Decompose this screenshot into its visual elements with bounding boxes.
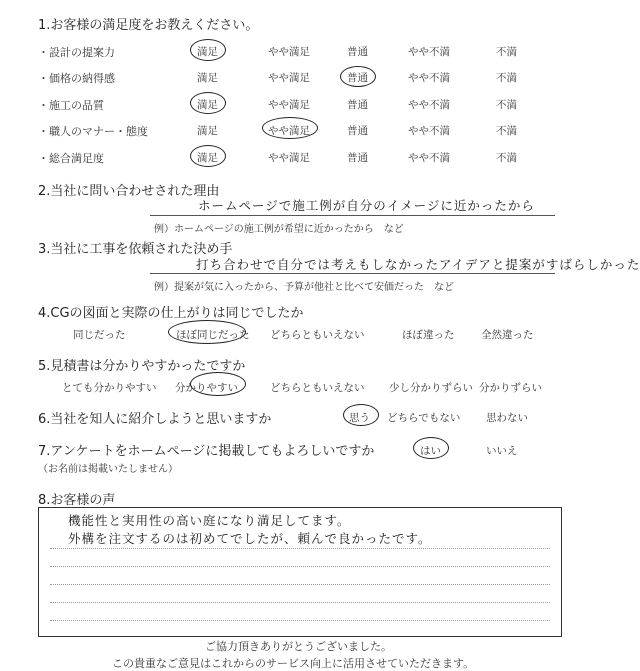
q6-title: 6.当社を知人に紹介しようと思いますか xyxy=(38,412,272,427)
q8-handwritten-line-2: 外構を注文するのは初めてでしたが、頼んで良かったです。 xyxy=(68,531,432,546)
selection-circle xyxy=(343,404,379,426)
q8-title: 8.お客様の声 xyxy=(38,493,116,508)
q1-r1-opt-yaya-manzoku[interactable]: やや満足 xyxy=(268,46,310,58)
selection-circle xyxy=(190,92,226,114)
q5-opt-sukoshi[interactable]: 少し分かりずらい xyxy=(389,382,473,394)
q1-r2-opt-futsu[interactable]: 普通 xyxy=(347,72,368,84)
selection-circle xyxy=(413,437,449,459)
q4-title: 4.CGの図面と実際の仕上がりは同じでしたか xyxy=(38,306,304,321)
q1-r1-opt-fuman[interactable]: 不満 xyxy=(496,46,517,58)
q7-opt-iie[interactable]: いいえ xyxy=(486,445,518,457)
q4-opt-hobo-chigatta[interactable]: ほぼ違った xyxy=(402,329,455,341)
q6-opt-omou[interactable]: 思う xyxy=(349,412,370,424)
footer-note: この貴重なご意見はこれからのサービス向上に活用させていただきます。 xyxy=(112,657,475,670)
q1-r3-opt-yaya-manzoku[interactable]: やや満足 xyxy=(268,99,310,111)
q6-opt-omowanai[interactable]: 思わない xyxy=(486,412,528,424)
q1-item-quality: ・施工の品質 xyxy=(38,99,104,112)
ruled-line xyxy=(50,602,550,603)
q1-r5-opt-yaya-manzoku[interactable]: やや満足 xyxy=(268,152,310,164)
q1-r1-opt-futsu[interactable]: 普通 xyxy=(347,46,368,58)
q1-r4-opt-fuman[interactable]: 不満 xyxy=(496,125,517,137)
q1-r4-opt-manzoku[interactable]: 満足 xyxy=(197,125,218,137)
footer-thanks: ご協力頂きありがとうございました。 xyxy=(205,640,392,653)
q4-opt-hobo-onaji[interactable]: ほぼ同じだった xyxy=(176,329,250,341)
q1-r2-opt-yaya-manzoku[interactable]: やや満足 xyxy=(268,72,310,84)
q2-title: 2.当社に問い合わせされた理由 xyxy=(38,184,220,199)
q1-r4-opt-yaya-fuman[interactable]: やや不満 xyxy=(408,125,450,137)
q4-opt-zenzen[interactable]: 全然違った xyxy=(481,329,534,341)
q2-example: 例）ホームページの施工例が希望に近かったから など xyxy=(154,224,404,235)
selection-circle xyxy=(190,39,226,61)
q7-note: （お名前は掲載いたしません） xyxy=(38,464,178,475)
q1-r3-opt-futsu[interactable]: 普通 xyxy=(347,99,368,111)
q5-title: 5.見積書は分かりやすかったですか xyxy=(38,359,246,374)
answer-underline xyxy=(150,273,555,274)
q1-r4-opt-futsu[interactable]: 普通 xyxy=(347,125,368,137)
q1-r2-opt-manzoku[interactable]: 満足 xyxy=(197,72,218,84)
q2-handwritten-answer: ホームページで施工例が自分のイメージに近かったから xyxy=(198,198,535,213)
q1-title: 1.お客様の満足度をお教えください。 xyxy=(38,18,259,33)
q1-r5-opt-futsu[interactable]: 普通 xyxy=(347,152,368,164)
selection-circle xyxy=(190,145,226,167)
q6-opt-dochira[interactable]: どちらでもない xyxy=(387,412,461,424)
q1-item-price: ・価格の納得感 xyxy=(38,72,115,85)
q5-opt-totemo[interactable]: とても分かりやすい xyxy=(62,382,157,394)
selection-circle xyxy=(340,66,376,87)
ruled-line xyxy=(50,584,550,585)
q4-opt-onaji[interactable]: 同じだった xyxy=(73,329,126,341)
ruled-line xyxy=(50,566,550,567)
q1-r4-opt-yaya-manzoku[interactable]: やや満足 xyxy=(268,125,310,137)
q1-r5-opt-manzoku[interactable]: 満足 xyxy=(197,152,218,164)
selection-circle xyxy=(168,320,246,344)
q1-item-manner: ・職人のマナー・態度 xyxy=(38,125,148,138)
q1-r1-opt-manzoku[interactable]: 満足 xyxy=(197,46,218,58)
ruled-line xyxy=(50,548,550,549)
q5-opt-wakarizurai[interactable]: 分かりずらい xyxy=(479,382,542,394)
q1-r5-opt-yaya-fuman[interactable]: やや不満 xyxy=(408,152,450,164)
q1-item-overall: ・総合満足度 xyxy=(38,152,104,165)
q1-r1-opt-yaya-fuman[interactable]: やや不満 xyxy=(408,46,450,58)
q1-r3-opt-yaya-fuman[interactable]: やや不満 xyxy=(408,99,450,111)
q7-opt-hai[interactable]: はい xyxy=(420,445,441,457)
ruled-line xyxy=(50,620,550,621)
q1-r2-opt-fuman[interactable]: 不満 xyxy=(496,72,517,84)
q4-opt-dochira[interactable]: どちらともいえない xyxy=(270,329,365,341)
q5-opt-wakariyasui[interactable]: 分かりやすい xyxy=(175,382,238,394)
q1-r3-opt-manzoku[interactable]: 満足 xyxy=(197,99,218,111)
q5-opt-dochira[interactable]: どちらともいえない xyxy=(270,382,365,394)
q7-title: 7.アンケートをホームページに掲載してもよろしいですか xyxy=(38,444,375,459)
q1-r5-opt-fuman[interactable]: 不満 xyxy=(496,152,517,164)
q8-handwritten-line-1: 機能性と実用性の高い庭になり満足してます。 xyxy=(68,513,351,528)
q3-handwritten-answer: 打ち合わせで自分では考えもしなかったアイデアと提案がすばらしかった xyxy=(196,257,640,272)
q1-item-design: ・設計の提案力 xyxy=(38,46,115,59)
selection-circle xyxy=(190,372,246,396)
answer-underline xyxy=(150,215,555,216)
q3-title: 3.当社に工事を依頼された決め手 xyxy=(38,242,233,257)
q1-r2-opt-yaya-fuman[interactable]: やや不満 xyxy=(408,72,450,84)
selection-circle xyxy=(262,117,318,139)
q3-example: 例）提案が気に入ったから、予算が他社と比べて安価だった など xyxy=(154,282,454,293)
q1-r3-opt-fuman[interactable]: 不満 xyxy=(496,99,517,111)
